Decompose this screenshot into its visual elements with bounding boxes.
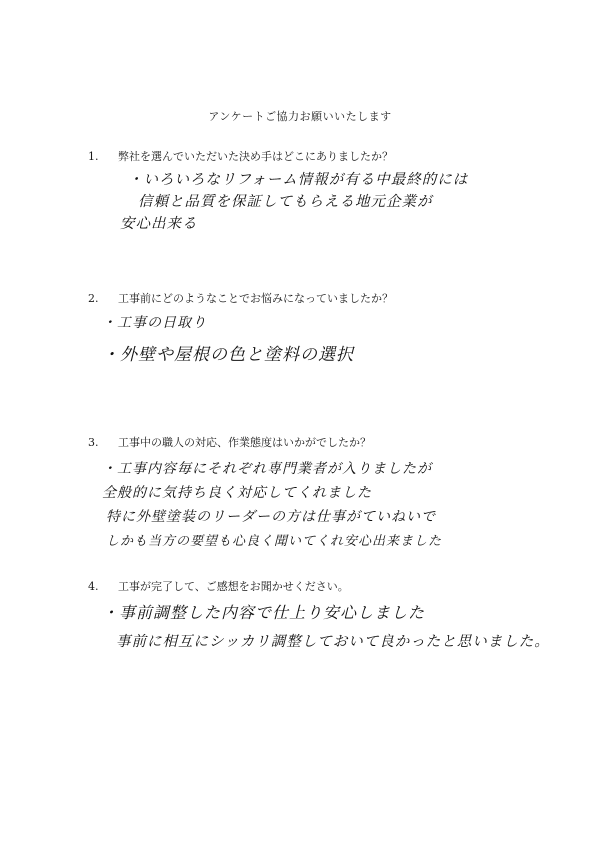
answer-line: 信頼と品質を保証してもらえる地元企業が bbox=[138, 194, 433, 210]
question-text: 工事が完了して、ご感想をお聞かせください。 bbox=[118, 580, 349, 593]
question-text: 弊社を選んでいただいた決め手はどこにありましたか？ bbox=[118, 150, 393, 163]
question-3 bbox=[88, 434, 371, 450]
answer-line: ・外壁や屋根の色と塗料の選択 bbox=[102, 345, 354, 365]
question-1 bbox=[88, 148, 393, 164]
question-text: 工事中の職人の対応、作業態度はいかがでしたか？ bbox=[118, 436, 371, 449]
answer-line: 特に外壁塗装のリーダーの方は仕事がていねいで bbox=[106, 509, 436, 525]
answer-line: しかも当方の要望も心良く聞いてくれ安心出来ました bbox=[106, 534, 443, 549]
question-number: 4. bbox=[88, 580, 99, 593]
page-title: アンケートご協力お願いいたします bbox=[208, 110, 392, 123]
question-number: 2. bbox=[88, 292, 99, 305]
question-4 bbox=[88, 578, 349, 594]
question-text: 工事前にどのようなことでお悩みになっていましたか？ bbox=[118, 292, 393, 305]
answer-line: ・いろいろなリフォーム情報が有る中最終的には bbox=[128, 172, 469, 188]
question-number: 1. bbox=[88, 150, 99, 163]
answer-line: ・工事内容毎にそれぞれ専門業者が入りましたが bbox=[102, 461, 432, 477]
answer-line: 全般的に気持ち良く対応してくれました bbox=[102, 485, 372, 501]
answer-line: 事前に相互にシッカリ調整しておいて良かったと思いました。 bbox=[116, 634, 550, 650]
answer-line: ・事前調整した内容で仕上り安心しました bbox=[102, 603, 426, 622]
answer-line: ・工事の日取り bbox=[102, 315, 207, 331]
question-number: 3. bbox=[88, 436, 99, 449]
answer-line: 安心出来る bbox=[120, 216, 198, 232]
question-2 bbox=[88, 290, 393, 306]
